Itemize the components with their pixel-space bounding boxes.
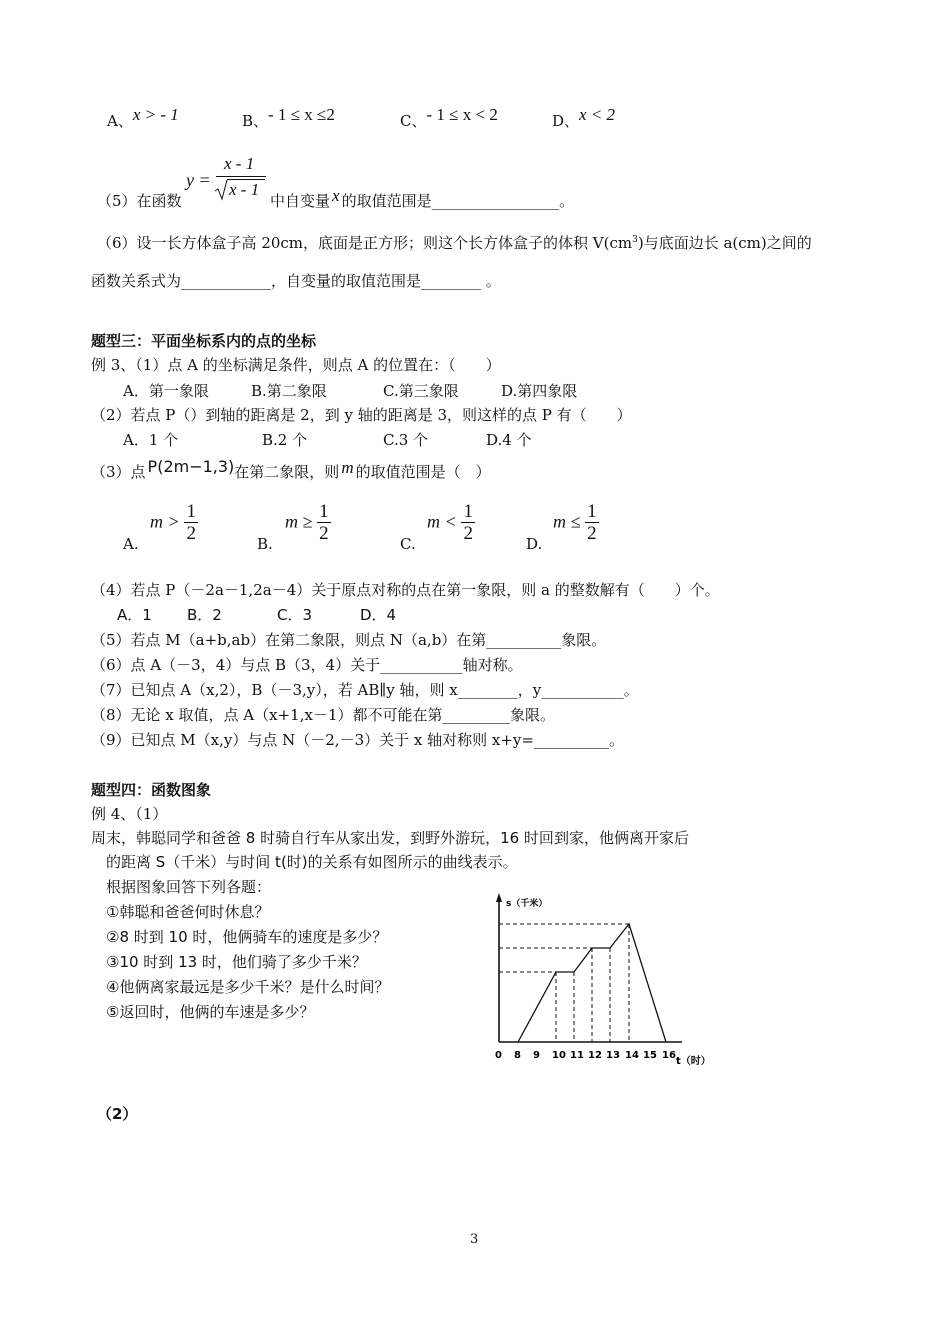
x-tick-label: 16 — [662, 1050, 676, 1061]
option-c: C、- 1 ≤ x < 2 — [400, 105, 498, 130]
q8-line: （8）无论 x 取值，点 A（x+1,x－1）都不可能在第_________象限。 — [91, 706, 555, 724]
option-d: D、x < 2 — [552, 105, 616, 130]
x-axis-label: t（时） — [676, 1056, 711, 1067]
x-tick-label: 9 — [533, 1050, 540, 1061]
x-tick-label: 12 — [588, 1050, 602, 1061]
q3-opt-c-label: C. — [400, 535, 416, 553]
para2: 的距离 S（千米）与时间 t(时)的关系有如图所示的曲线表示。 — [106, 853, 518, 871]
q4-opt-a: A．1 — [117, 606, 152, 624]
question-4: ④他俩离家最远是多少千米？是什么时间？ — [106, 978, 390, 996]
q3-opt-b-math: m ≥ $\frac{1}{2}$ — [285, 501, 329, 544]
y-axis-arrow-icon — [496, 893, 502, 902]
para3: 根据图象回答下列各题： — [106, 878, 272, 896]
x-tick-label: 15 — [643, 1050, 657, 1061]
x-tick-label: 0 — [495, 1050, 502, 1061]
option-b: B、- 1 ≤ x ≤2 — [242, 105, 335, 130]
q3-opt-c-math: m < $\frac{1}{2}$ — [427, 501, 473, 544]
q3-opt-d-math: m ≤ $\frac{1}{2}$ — [553, 501, 597, 544]
x-tick-label: 13 — [606, 1050, 620, 1061]
question-3: ③10 时到 13 时，他们骑了多少千米？ — [106, 953, 367, 971]
q5-fraction-bar — [216, 176, 266, 177]
ex3-opt-c: C.第三象限 — [383, 382, 459, 400]
question-5: ⑤返回时，他俩的车速是多少？ — [106, 1003, 315, 1021]
q6-line1: （6）设一长方体盒子高 20cm，底面是正方形；则这个长方体盒子的体积 $V(cm^3)$与底面边长 a(cm)之间的 — [97, 234, 812, 252]
q3-opt-a-label: A. — [123, 535, 139, 553]
section4-title: 题型四：函数图象 — [91, 781, 212, 799]
q2-opt-c: C.3 个 — [383, 431, 429, 449]
q3-opt-d-label: D. — [526, 535, 543, 553]
question-1: ①韩聪和爸爸何时休息？ — [106, 903, 270, 921]
q2-line: （2）若点 P（）到轴的距离是 2，到 y 轴的距离是 3，则这样的点 P 有（ ） — [91, 406, 632, 424]
q4-opt-d: D．4 — [360, 606, 397, 624]
q3-opt-b-label: B. — [257, 535, 273, 553]
q5-suffix: 中自变量 x 的取值范围是_________________。 — [270, 186, 575, 210]
q5-prefix: （5）在函数 — [97, 192, 182, 210]
page-number: 3 — [470, 1232, 479, 1247]
sqrt-icon — [214, 179, 228, 201]
x-tick-label: 14 — [625, 1050, 639, 1061]
part2-label: （2） — [97, 1105, 138, 1123]
ex3-line: 例 3、（1）点 A 的坐标满足条件，则点 A 的位置在：（ ） — [91, 356, 501, 374]
q2-opt-b: B.2 个 — [262, 431, 308, 449]
ex3-opt-b: B.第二象限 — [251, 382, 327, 400]
question-2: ②8 时到 10 时，他俩骑车的速度是多少？ — [106, 928, 388, 946]
ex3-opt-d: D.第四象限 — [501, 382, 578, 400]
para1: 周末，韩聪同学和爸爸 8 时骑自行车从家出发，到野外游玩，16 时回到家，他俩离开家后 — [91, 829, 689, 847]
q4-opt-c: C．3 — [277, 606, 313, 624]
q7-line: （7）已知点 A（x,2），B（－3,y），若 AB∥y 轴，则 x________，y___________。 — [91, 681, 639, 699]
y-axis-label: s（千米） — [506, 899, 548, 909]
q5-denominator: x - 1 — [229, 180, 260, 199]
x-tick-label: 11 — [570, 1050, 584, 1061]
option-a: A、x > - 1 — [107, 105, 179, 130]
x-tick-label: 10 — [552, 1050, 566, 1061]
ex3-opt-a: A．第一象限 — [123, 382, 209, 400]
distance-time-chart — [488, 890, 713, 1070]
q2-opt-a: A．1 个 — [123, 431, 179, 449]
q5-numerator: x - 1 — [224, 154, 255, 173]
q4-opt-b: B．2 — [187, 606, 222, 624]
section3-title: 题型三：平面坐标系内的点的坐标 — [91, 332, 317, 350]
q4-line: （4）若点 P（－2a－1,2a－4）关于原点对称的点在第一象限，则 a 的整数解有（ ）个。 — [91, 581, 720, 599]
q3-opt-a-math: m > $\frac{1}{2}$ — [150, 501, 196, 544]
ex4-line: 例 4、（1） — [91, 805, 168, 823]
q5-lhs: y = — [186, 170, 211, 190]
q3-line: （3）点 P(2m−1,3)在第二象限，则 m 的取值范围是（ ） — [91, 457, 491, 481]
q2-opt-d: D.4 个 — [486, 431, 532, 449]
q9-line: （9）已知点 M（x,y）与点 N（－2,－3）关于 x 轴对称则 x+y=__________。 — [91, 731, 624, 749]
q6b-line: （6）点 A（－3，4）与点 B（3，4）关于___________轴对称。 — [91, 656, 523, 674]
x-tick-label: 8 — [514, 1050, 521, 1061]
q5b-line: （5）若点 M（a+b,ab）在第二象限，则点 N（a,b）在第__________象限。 — [91, 631, 607, 649]
q6-line2: 函数关系式为____________，自变量的取值范围是________ 。 — [91, 272, 501, 290]
